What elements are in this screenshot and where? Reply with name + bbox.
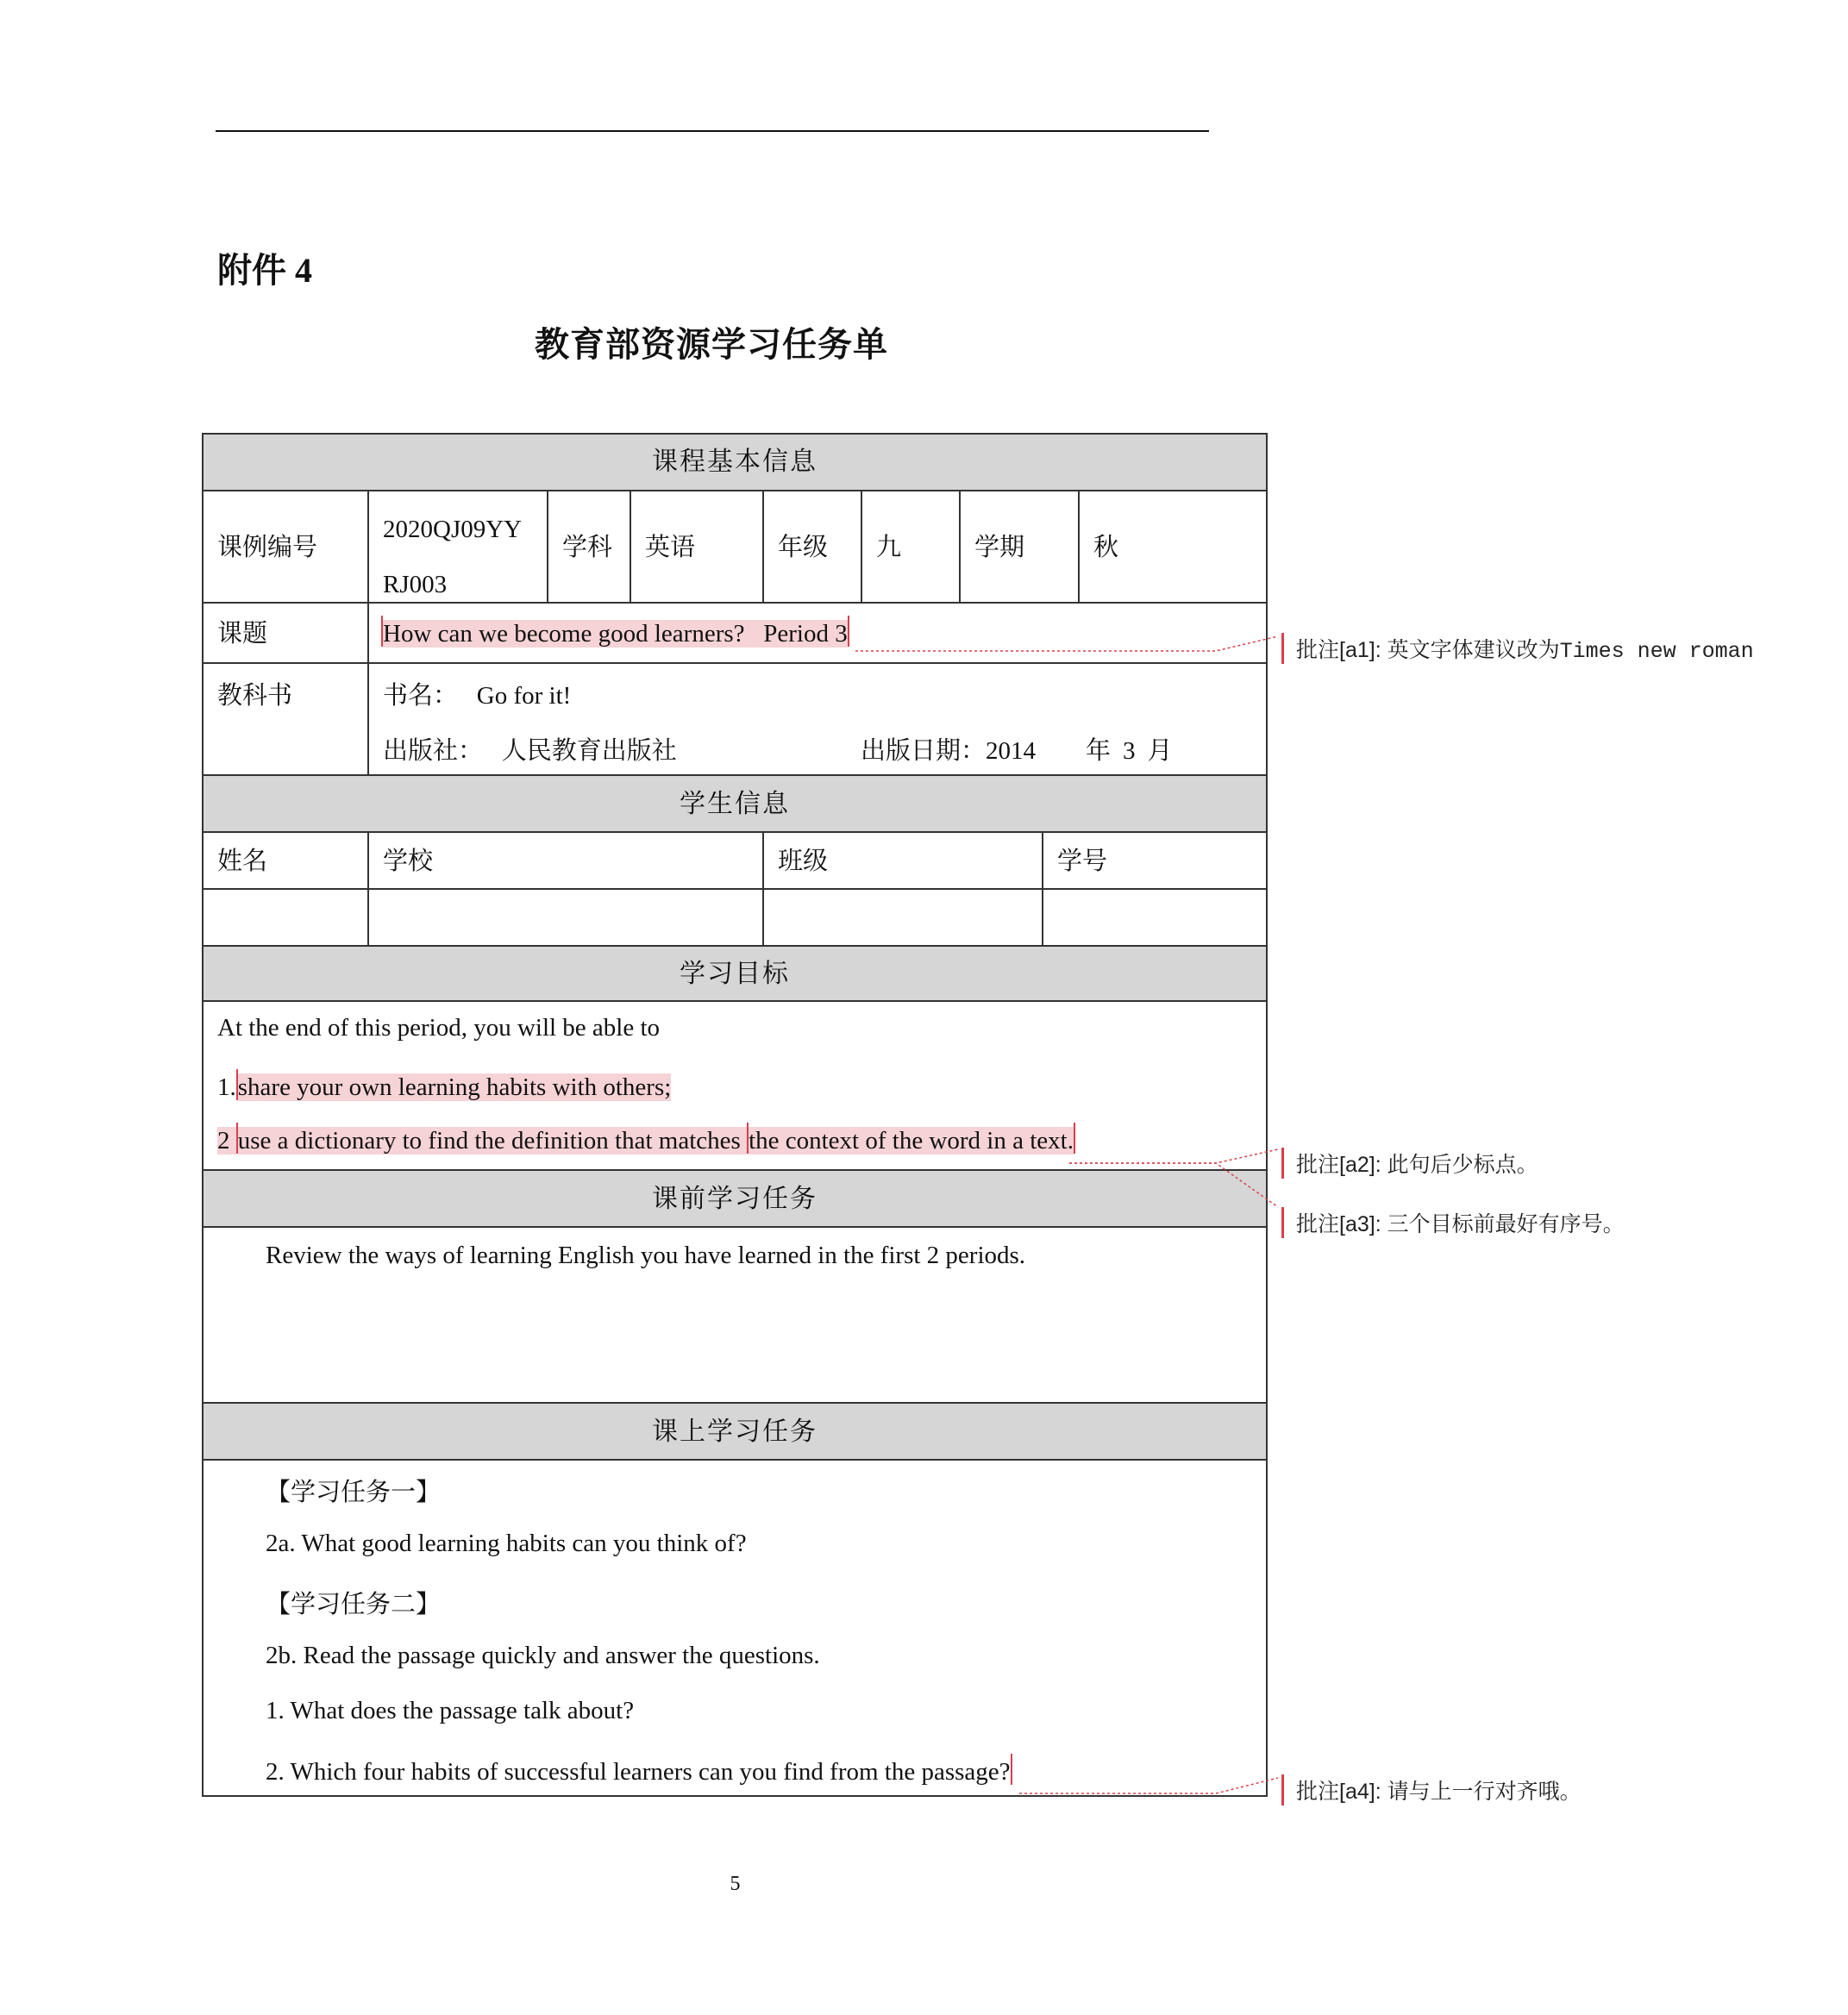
section-header-objectives: 学习目标 <box>204 945 1266 1000</box>
topic-value: How can we become good learners? Period 3 <box>383 620 848 648</box>
comment-a2[interactable]: 批注[a2]: 此句后少标点。 <box>1281 1148 1538 1179</box>
term-label: 学期 <box>959 491 1078 602</box>
task2-intro: 2b. Read the passage quickly and answer the questions. <box>266 1642 820 1669</box>
comment-a1[interactable]: 批注[a1]: 英文字体建议改为Times new roman <box>1281 633 1754 664</box>
document-title: 教育部资源学习任务单 <box>535 325 888 364</box>
course-id-label: 课例编号 <box>217 534 318 561</box>
objectives-intro: At the end of this period, you will be able to <box>217 1014 661 1042</box>
section-header-in-class: 课上学习任务 <box>204 1402 1266 1459</box>
textbook-label: 教科书 <box>217 682 293 710</box>
topic-label: 课题 <box>217 620 268 648</box>
term-value: 秋 <box>1078 491 1266 602</box>
subject-label: 学科 <box>547 491 630 602</box>
name-label: 姓名 <box>217 848 268 875</box>
school-label: 学校 <box>367 833 762 888</box>
task2-question-2: 2. Which four habits of successful learners can you find from the passage? <box>266 1754 1012 1787</box>
connector-a2 <box>1069 1149 1278 1163</box>
comment-a3[interactable]: 批注[a3]: 三个目标前最好有序号。 <box>1281 1207 1625 1238</box>
attachment-label: 附件 4 <box>217 251 312 290</box>
class-label: 班级 <box>762 833 1042 888</box>
pre-class-task: Review the ways of learning English you have learned in the first 2 periods. <box>266 1242 1026 1269</box>
student-number-label: 学号 <box>1042 833 1266 888</box>
publisher: 出版社： 人民教育出版社 <box>383 737 677 765</box>
task2-label: 【学习任务二】 <box>266 1591 442 1618</box>
connector-a4 <box>1019 1778 1278 1793</box>
objective-item-1: 1.share your own learning habits with others; <box>217 1069 671 1102</box>
subject-value: 英语 <box>630 491 762 602</box>
comment-a4[interactable]: 批注[a4]: 请与上一行对齐哦。 <box>1281 1774 1582 1805</box>
grade-value: 九 <box>861 491 959 602</box>
grade-label: 年级 <box>762 491 861 602</box>
book-name: 书名： Go for it! <box>383 682 572 710</box>
section-header-pre-class: 课前学习任务 <box>204 1169 1266 1226</box>
publish-date: 出版日期：2014 年 3 月 <box>861 737 1173 765</box>
course-id-value: 2020QJ09YY RJ003 <box>367 491 547 602</box>
task2-question-1: 1. What does the passage talk about? <box>266 1697 635 1724</box>
task1-question: 2a. What good learning habits can you think of? <box>266 1530 747 1557</box>
objective-item-2: 2 use a dictionary to find the definition that matches the context of the word in a text. <box>217 1123 1075 1155</box>
section-header-course-info: 课程基本信息 <box>204 435 1266 490</box>
page-number: 5 <box>730 1873 741 1895</box>
task1-label: 【学习任务一】 <box>266 1479 442 1506</box>
connector-a1 <box>855 636 1278 651</box>
connector-a3 <box>1069 1163 1278 1207</box>
section-header-student-info: 学生信息 <box>204 774 1266 831</box>
